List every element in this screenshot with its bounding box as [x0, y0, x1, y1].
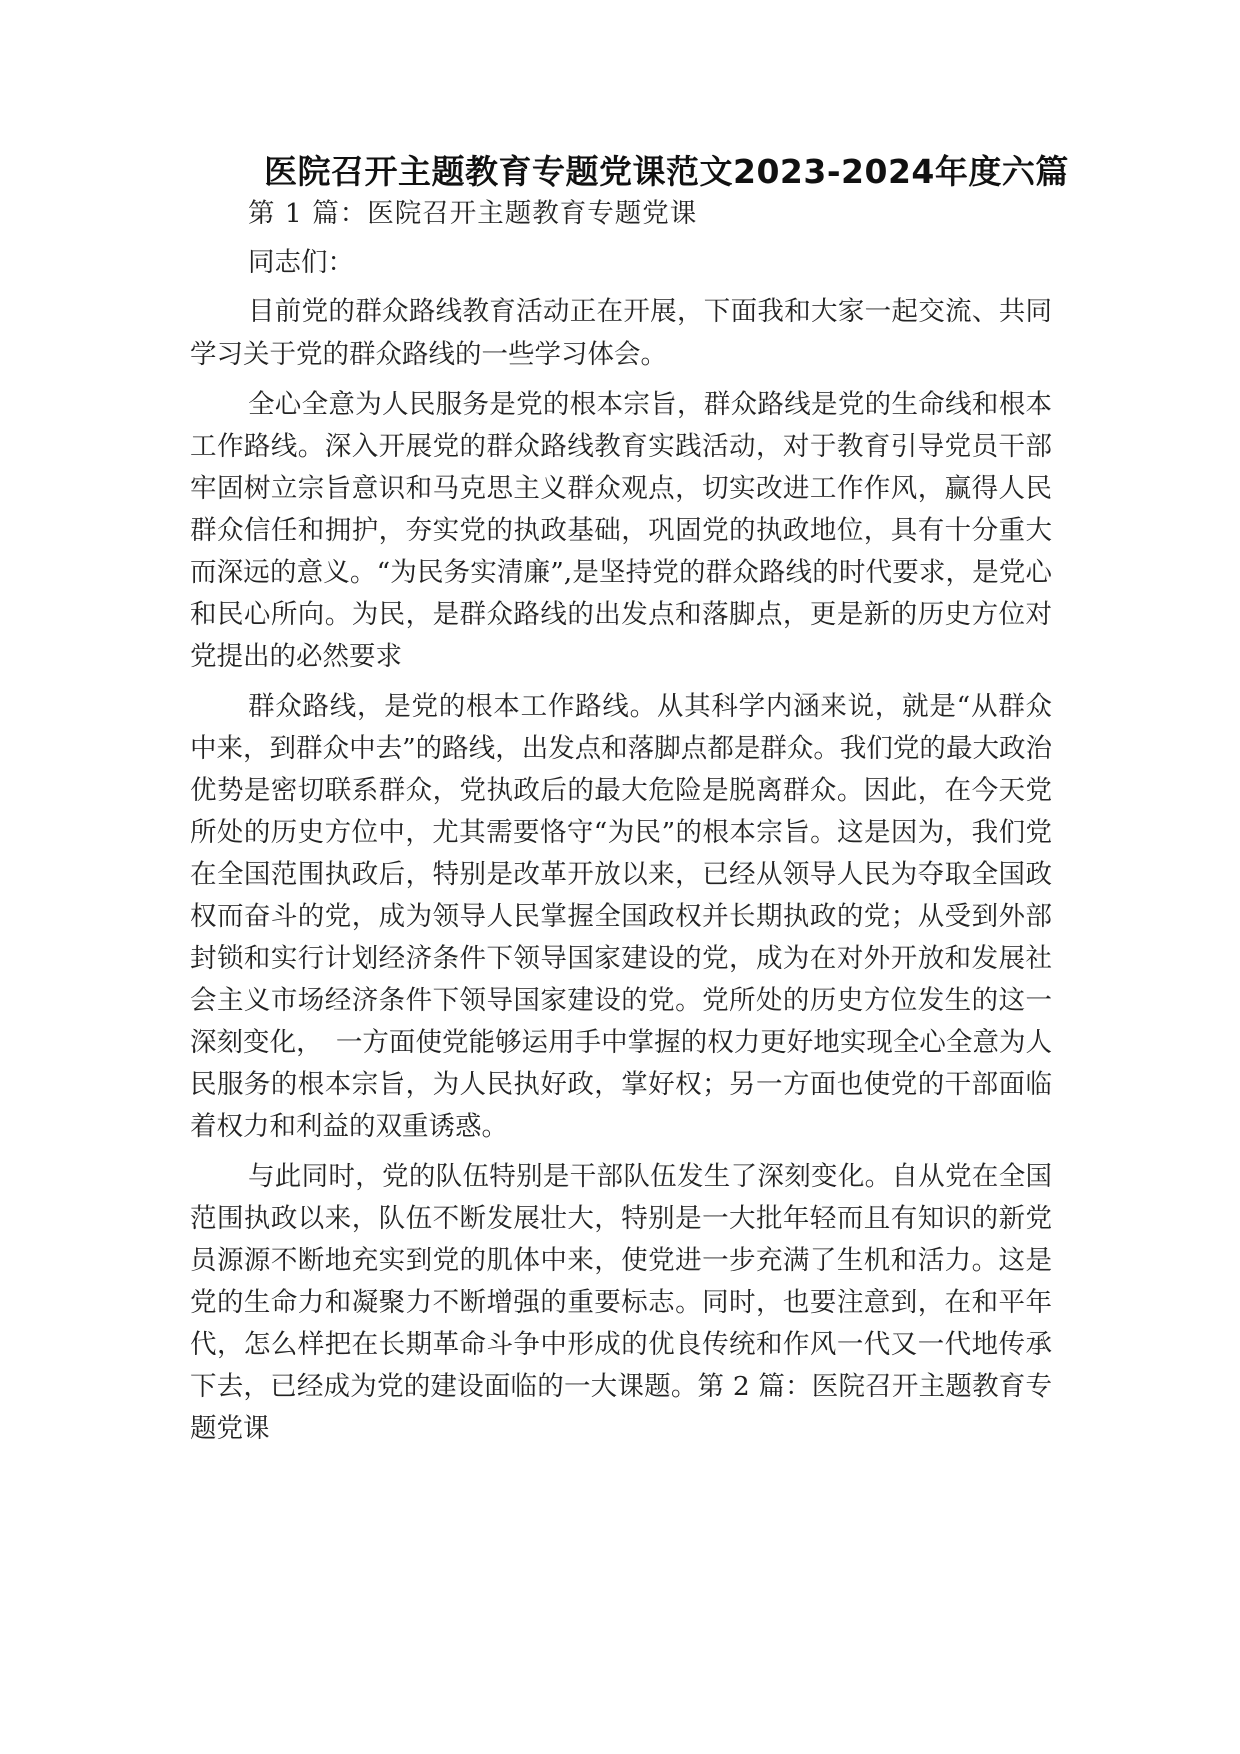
paragraph: 群众路线，是党的根本工作路线。从其科学内涵来说，就是“从群众中来，到群众中去”的路线，出发点和落脚点都是群众。我们党的最大政治优势是密切联系群众，党执政后的最大危险是脱离群众。因此，在今天党所处的历史方位中，尤其需要恪守“为民”的根本宗旨。这是因为，我们党在全国范围执政后，特别是改革开放以来，已经从领导人民为夺取全国政权而奋斗的党，成为领导人民掌握全国政权并长期执政的党；从受到外部封锁和实行计划经济条件下领导国家建设的党，成为在对外开放和发展社会主义市场经济条件下领导国家建设的党。党所处的历史方位发生的这一深刻变化， 一方面使党能够运用手中掌握的权力更好地实现全心全意为人民服务的根本宗旨，为人民执好政，掌好权；另一方面也使党的干部面临着权力和利益的双重诱惑。	[190, 691, 1052, 1142]
paragraph: 与此同时，党的队伍特别是干部队伍发生了深刻变化。自从党在全国范围执政以来，队伍不断发展壮大，特别是一大批年轻而且有知识的新党员源源不断地充实到党的肌体中来，使党进一步充满了生机和活力。这是党的生命力和凝聚力不断增强的重要标志。同时，也要注意到，在和平年代，怎么样把在长期革命斗争中形成的优良传统和作风一代又一代地传承下去，已经成为党的建设面临的一大课题。第 2 篇：医院召开主题教育专题党课	[190, 1161, 1052, 1444]
paragraph: 目前党的群众路线教育活动正在开展，下面我和大家一起交流、共同学习关于党的群众路线的一些学习体会。	[190, 296, 1052, 370]
paragraph: 全心全意为人民服务是党的根本宗旨，群众路线是党的生命线和根本工作路线。深入开展党的群众路线教育实践活动，对于教育引导党员干部牢固树立宗旨意识和马克思主义群众观点，切实改进工作作风，赢得人民群众信任和拥护，夯实党的执政基础，巩固党的执政地位，具有十分重大而深远的意义。“为民务实清廉”,是坚持党的群众路线的时代要求，是党心和民心所向。为民，是群众路线的出发点和落脚点，更是新的历史方位对党提出的必然要求	[190, 389, 1052, 672]
chapter-heading: 第 1 篇：医院召开主题教育专题党课	[248, 198, 698, 229]
document-title: 医院召开主题教育专题党课范文2023-2024年度六篇	[264, 152, 1069, 191]
greeting: 同志们：	[248, 247, 354, 278]
document-body	[190, 150, 1069, 1450]
